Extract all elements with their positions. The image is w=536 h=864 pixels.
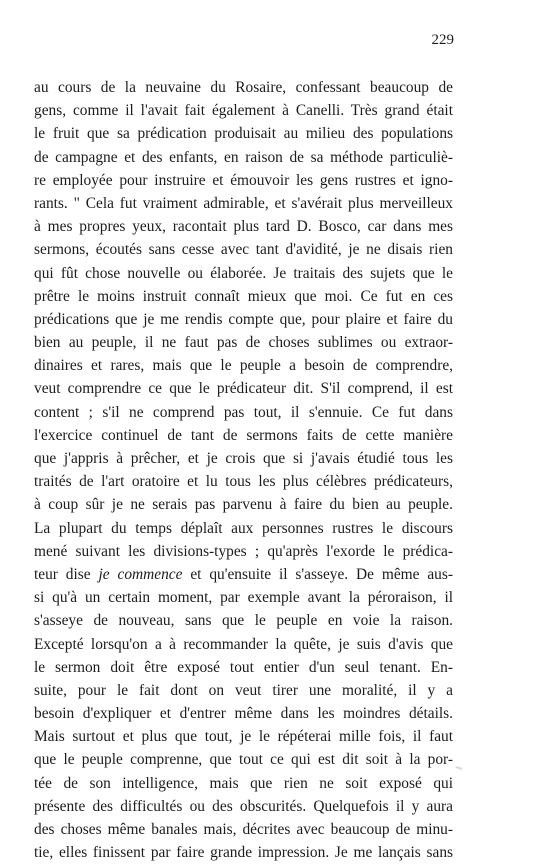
text-line: le fruit que sa prédication produisait au milieu des populations <box>34 125 453 143</box>
text-line: s'asseye de nouveau, sans que le peuple en voie la raison. <box>34 612 453 630</box>
italic-phrase: je commence <box>98 565 183 583</box>
body-text <box>34 76 453 864</box>
text-line: prédications que je me rendis compte que, pour plaire et faire du <box>34 310 453 328</box>
text-line: l'exercice continuel de tant de sermons faits de cette manière <box>34 426 453 444</box>
scan-mark <box>456 766 462 770</box>
text-line: que j'appris à prêcher, et je crois que si j'avais étudié tous les <box>34 450 453 467</box>
text-line: dinaires et rares, mais que le peuple a besoin de comprendre, <box>34 357 453 375</box>
text-line: suite, pour le fait dont on veut tirer une moralité, il y a <box>34 681 453 699</box>
text-line: le sermon doit être exposé tout entier d'un seul tenant. En- <box>34 658 453 676</box>
text-line: de campagne et des enfants, en raison de sa méthode particuliè- <box>34 148 453 166</box>
text-line-with-italic <box>34 563 453 586</box>
text-line: veut comprendre ce que le prédicateur dit. S'il comprend, il est <box>34 380 453 398</box>
text-line: re employée pour instruire et émouvoir les gens rustres et igno- <box>34 171 453 189</box>
text-line: tée de son intelligence, mais que rien ne soit exposé qui <box>34 774 453 792</box>
text-line: présente des difficultés ou des obscurités. Quelquefois il y aura <box>34 797 453 815</box>
text-line: besoin d'expliquer et d'entrer même dans les moindres détails. <box>34 705 453 723</box>
text-line: qui fût chose nouvelle ou élaborée. Je traitais des sujets que le <box>34 264 453 282</box>
text-line: à mes propres yeux, racontait plus tard D. Bosco, car dans mes <box>34 218 453 236</box>
text-line: Excepté lorsqu'on a à recommander la quête, je suis d'avis que <box>34 635 453 653</box>
text-line: prêtre le moins instruit connaît mieux que moi. Ce fut en ces <box>34 287 453 305</box>
text-line: gens, comme il l'avait fait également à Canelli. Très grand était <box>34 102 453 120</box>
text-line: rants. " Cela fut vraiment admirable, et s'avérait plus merveilleux <box>34 194 453 212</box>
text-line: au cours de la neuvaine du Rosaire, confessant beaucoup de <box>34 79 453 96</box>
text-line: si qu'à un certain moment, par exemple avant la péroraison, il <box>34 589 453 607</box>
text-line: Mais surtout et plus que tout, je le répéterai mille fois, il faut <box>34 728 453 746</box>
text-line: tie, elles finissent par faire grande impression. Je me lançais sans <box>34 844 453 862</box>
text-line: mené suivant les divisions-types ; qu'après l'exorde le prédica- <box>34 542 453 560</box>
text-segment: teur dise <box>34 565 91 583</box>
text-line: sermons, écoutés sans cesse avec tant d'avidité, je ne disais rien <box>34 241 453 259</box>
text-line: La plupart du temps déplaît aux personnes rustres le discours <box>34 519 453 537</box>
text-line: traités de l'art oratoire et lu tous les plus célèbres prédicateurs, <box>34 473 453 491</box>
text-line: content ; s'il ne comprend pas tout, il s'ennuie. Ce fut dans <box>34 403 453 421</box>
page-number: 229 <box>431 32 454 48</box>
text-line: bien au peuple, il ne faut pas de choses sublimes ou extraor- <box>34 334 453 352</box>
text-segment: et qu'ensuite il s'asseye. De même aus- <box>190 565 453 583</box>
text-line: que le peuple comprenne, que tout ce qui est dit soit à la por- <box>34 751 453 769</box>
text-line: à coup sûr je ne serais pas parvenu à faire du bien au peuple. <box>34 496 453 514</box>
text-line: des choses même banales mais, décrites avec beaucoup de minu- <box>34 821 453 838</box>
